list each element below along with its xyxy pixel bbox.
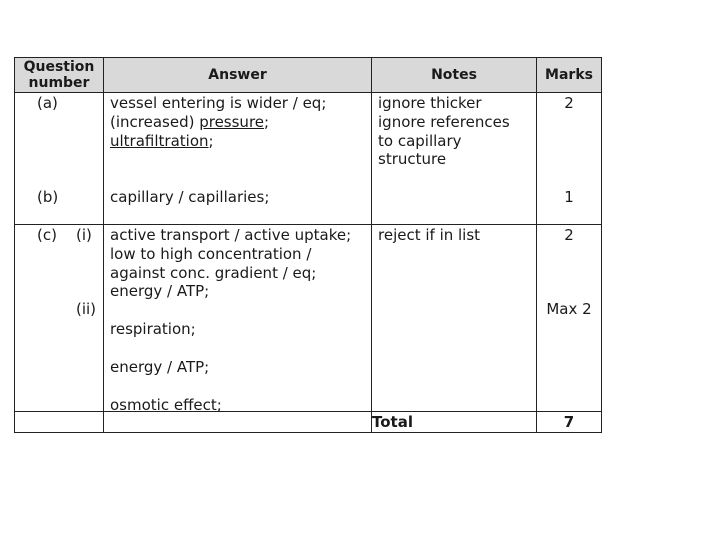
answer-c-ii-line: respiration; xyxy=(110,320,196,338)
marks-c-ii-value: Max 2 xyxy=(546,300,592,318)
marks-c-i-value: 2 xyxy=(564,226,574,244)
notes-line: to capillary xyxy=(378,131,462,150)
total-label: Total xyxy=(372,412,537,433)
question-number-cell xyxy=(15,93,104,225)
notes-header: Notes xyxy=(372,58,537,93)
answer-a-line1: vessel entering is wider / eq; xyxy=(110,94,327,112)
question-b-label: (b) xyxy=(37,188,59,206)
empty-cell xyxy=(15,412,104,433)
table-row xyxy=(15,93,602,225)
marks-cell xyxy=(537,225,602,412)
question-c-label: (c) xyxy=(37,226,57,244)
mark-scheme-table xyxy=(14,57,602,433)
question-c-ii-label: (ii) xyxy=(76,300,97,318)
notes-cell xyxy=(372,225,537,412)
answer-cell xyxy=(104,225,372,412)
answer-a-line2: (increased) pressure; xyxy=(110,112,270,131)
answer-header: Answer xyxy=(104,58,372,93)
question-c-i-label: (i) xyxy=(76,226,92,244)
header-row xyxy=(15,58,602,93)
answer-c-ii-line: osmotic effect; xyxy=(110,396,222,414)
marks-b-value: 1 xyxy=(564,188,574,206)
notes-cell xyxy=(372,93,537,225)
notes-line: ignore thicker xyxy=(378,94,482,112)
answer-b-line: capillary / capillaries; xyxy=(110,188,270,206)
question-a-label: (a) xyxy=(37,94,58,112)
answer-c-i-line: against conc. gradient / eq; xyxy=(110,263,317,282)
total-row xyxy=(15,412,602,433)
answer-c-i-line: energy / ATP; xyxy=(110,282,210,301)
answer-cell xyxy=(104,93,372,225)
notes-line: structure xyxy=(378,150,447,169)
answer-c-ii-line: energy / ATP; xyxy=(110,358,210,376)
marks-header: Marks xyxy=(537,58,602,93)
question-number-cell xyxy=(15,225,104,412)
answer-c-i-line: low to high concentration / xyxy=(110,244,312,263)
table-row xyxy=(15,225,602,412)
marks-cell xyxy=(537,93,602,225)
total-marks: 7 xyxy=(537,412,602,433)
notes-line: reject if in list xyxy=(378,226,481,244)
marks-a-value: 2 xyxy=(564,94,574,112)
answer-a-line3: ultrafiltration; xyxy=(110,131,214,150)
notes-line: ignore references xyxy=(378,112,510,131)
answer-c-i-line: active transport / active uptake; xyxy=(110,226,352,244)
question-number-header: Question number xyxy=(15,58,104,93)
